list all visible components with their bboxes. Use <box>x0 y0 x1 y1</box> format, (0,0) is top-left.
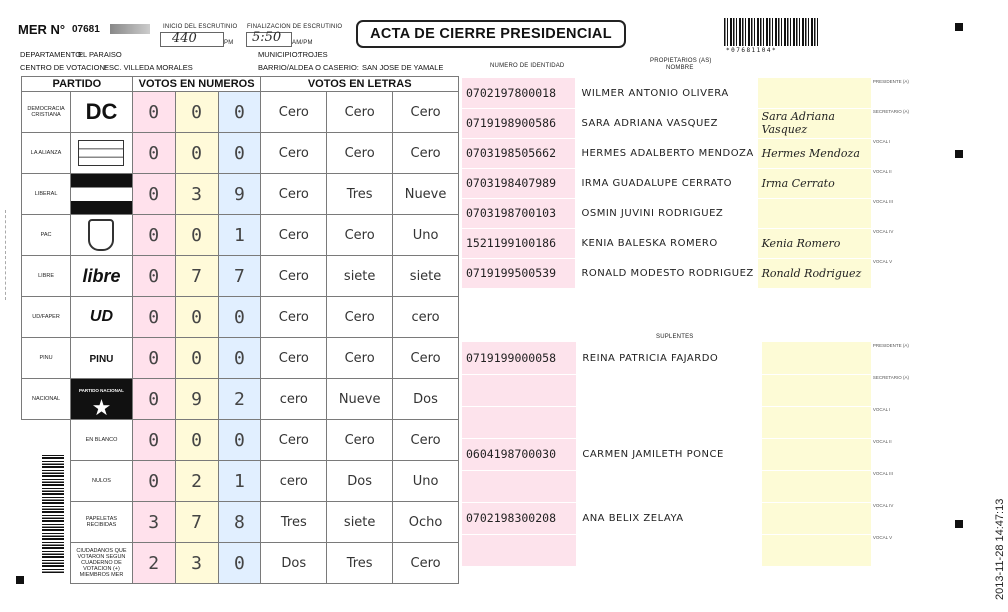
member-id: 0702197800018 <box>462 78 575 108</box>
side-print-note <box>5 210 14 300</box>
member-role: VOCAL I <box>872 407 891 412</box>
barcode-text: *07681104* <box>726 47 778 54</box>
vote-digit: 2 <box>218 379 261 420</box>
vote-word: Cero <box>393 338 459 379</box>
member-role: SECRETARIO (A) <box>872 109 909 114</box>
vote-digit: 0 <box>132 420 175 461</box>
vote-word: Tres <box>261 502 327 543</box>
member-id <box>462 374 576 406</box>
votes-grid <box>21 76 459 584</box>
timestamp: 2013-11-28 14:47:13 <box>994 498 1006 600</box>
fin-ampm: AM/PM <box>292 40 313 46</box>
vote-word: Uno <box>393 461 459 502</box>
party-row <box>22 215 459 256</box>
member-row <box>462 198 910 228</box>
municipio-value: TROJES <box>298 50 328 59</box>
member-role: PRESIDENTE (A) <box>872 343 909 348</box>
mer-label: MER N° <box>18 22 66 37</box>
party-logo <box>71 92 133 133</box>
vote-word: Ocho <box>393 502 459 543</box>
departamento-value: EL PARAISO <box>78 50 122 59</box>
vote-word: Cero <box>261 297 327 338</box>
member-row <box>462 406 910 438</box>
vote-digit: 0 <box>175 215 218 256</box>
member-row <box>462 502 910 534</box>
propietarios-header: PROPIETARIOS (AS) <box>650 58 712 64</box>
vote-word: Cero <box>327 215 393 256</box>
corner-mark <box>955 520 963 528</box>
suplentes-grid <box>462 342 910 567</box>
vote-digit: 1 <box>218 461 261 502</box>
vote-digit: 0 <box>218 338 261 379</box>
member-name <box>576 374 762 406</box>
member-row <box>462 138 910 168</box>
vote-word: Cero <box>261 133 327 174</box>
party-logo-text: PINU <box>89 354 114 365</box>
member-signature <box>762 374 871 406</box>
vote-word: Nueve <box>393 174 459 215</box>
member-signature: Kenia Romero <box>758 228 871 258</box>
vote-word: Cero <box>327 133 393 174</box>
party-name: DEMOCRACIA CRISTIANA <box>22 92 71 133</box>
summary-row <box>22 420 459 461</box>
sup-rows <box>462 342 910 566</box>
member-name: CARMEN JAMILETH PONCE <box>582 448 724 460</box>
member-signature: Hermes Mendoza <box>758 138 871 168</box>
summary-name: CIUDADANOS QUE VOTARON SEGUN CUADERNO DE VOTACION (+) MIEMBROS MER <box>71 543 133 584</box>
suplentes-header: SUPLENTES <box>656 334 694 340</box>
member-role: VOCAL III <box>872 471 893 476</box>
member-name: OSMIN JUVINI RODRIGUEZ <box>581 207 724 219</box>
vote-digit: 3 <box>132 502 175 543</box>
summary-name: NULOS <box>71 461 133 502</box>
vote-digit: 0 <box>132 215 175 256</box>
vote-word: Cero <box>393 543 459 584</box>
party-name: PAC <box>22 215 71 256</box>
identidad-header: NUMERO DE IDENTIDAD <box>490 63 565 69</box>
propietarios-grid <box>462 78 910 289</box>
member-id: 0604198700030 <box>462 438 576 470</box>
vote-word: Cero <box>261 338 327 379</box>
vote-digit: 0 <box>132 338 175 379</box>
vote-digit: 0 <box>175 133 218 174</box>
summary-row <box>22 461 459 502</box>
summary-name: EN BLANCO <box>71 420 133 461</box>
summary-spacer <box>22 420 71 461</box>
vote-word: Cero <box>393 92 459 133</box>
member-name: REINA PATRICIA FAJARDO <box>582 352 719 364</box>
summary-spacer <box>22 461 71 502</box>
member-signature <box>762 502 871 534</box>
party-name: UD/FAPER <box>22 297 71 338</box>
party-row <box>22 379 459 420</box>
votes-header-row <box>22 77 459 92</box>
member-signature <box>762 470 871 502</box>
member-role: VOCAL IV <box>872 229 894 234</box>
party-logo-text: libre <box>82 265 121 286</box>
vote-word: Cero <box>393 420 459 461</box>
corner-mark <box>955 150 963 158</box>
vote-digit: 2 <box>132 543 175 584</box>
votes-table <box>21 76 459 584</box>
suplentes-table <box>462 342 910 567</box>
fin-value: 5:50 <box>252 30 282 45</box>
party-logo <box>71 256 133 297</box>
member-row <box>462 168 910 198</box>
municipio-label: MUNICIPIO: <box>258 50 300 59</box>
party-name: PINU <box>22 338 71 379</box>
shield-icon <box>88 219 114 251</box>
member-signature: Irma Cerrato <box>758 168 871 198</box>
vote-word: Dos <box>393 379 459 420</box>
party-logo <box>71 215 133 256</box>
member-role: VOCAL II <box>872 439 892 444</box>
party-name: LIBRE <box>22 256 71 297</box>
party-logo-text: DC <box>85 99 118 124</box>
party-rows <box>22 92 459 420</box>
inicio-label: INICIO DEL ESCRUTINIO <box>163 24 238 30</box>
centro-value: ESC. VILLEDA MORALES <box>104 63 193 72</box>
vote-word: cero <box>261 461 327 502</box>
vote-word: Dos <box>261 543 327 584</box>
party-row <box>22 256 459 297</box>
member-name: ANA BELIX ZELAYA <box>582 512 684 524</box>
document-title: ACTA DE CIERRE PRESIDENCIAL <box>356 20 626 48</box>
cne-logo <box>110 24 150 34</box>
party-logo <box>71 174 133 215</box>
barrio-label: BARRIO/ALDEA O CASERIO: <box>258 63 359 72</box>
vote-digit: 0 <box>132 461 175 502</box>
member-role: VOCAL III <box>872 199 893 204</box>
summary-row <box>22 543 459 584</box>
member-role: VOCAL II <box>872 169 892 174</box>
member-name: SARA ADRIANA VASQUEZ <box>581 117 718 129</box>
member-row <box>462 228 910 258</box>
vote-word: siete <box>327 256 393 297</box>
member-role: VOCAL I <box>872 139 891 144</box>
vote-digit: 7 <box>175 256 218 297</box>
vote-digit: 3 <box>175 543 218 584</box>
party-row <box>22 174 459 215</box>
vote-digit: 0 <box>132 174 175 215</box>
vote-word: Cero <box>261 215 327 256</box>
party-logo <box>71 379 133 420</box>
vote-digit: 0 <box>132 133 175 174</box>
member-id: 0703198505662 <box>462 138 575 168</box>
vote-word: Cero <box>393 133 459 174</box>
vote-word: cero <box>261 379 327 420</box>
member-id: 0719198900586 <box>462 108 575 138</box>
member-signature <box>762 406 871 438</box>
summary-name: PAPELETAS RECIBIDAS <box>71 502 133 543</box>
nombre-header: NOMBRE <box>666 65 694 71</box>
member-name: HERMES ADALBERTO MENDOZA <box>581 147 754 159</box>
member-row <box>462 258 910 288</box>
member-name <box>576 534 762 566</box>
vote-digit: 0 <box>218 297 261 338</box>
member-row <box>462 534 910 566</box>
member-role: SECRETARIO (A) <box>872 375 909 380</box>
member-id: 0702198300208 <box>462 502 576 534</box>
vote-digit: 0 <box>132 92 175 133</box>
vote-digit: 0 <box>175 420 218 461</box>
member-id <box>462 406 576 438</box>
inicio-value: 440 <box>172 31 197 46</box>
party-logo <box>71 297 133 338</box>
vote-word: Cero <box>327 297 393 338</box>
vote-word: Dos <box>327 461 393 502</box>
vote-digit: 0 <box>132 379 175 420</box>
flag-icon <box>78 140 124 166</box>
member-name <box>576 470 762 502</box>
vote-digit: 9 <box>218 174 261 215</box>
vote-word: siete <box>393 256 459 297</box>
vote-word: Cero <box>261 174 327 215</box>
prop-rows <box>462 78 910 288</box>
party-name: LA ALIANZA <box>22 133 71 174</box>
member-signature <box>762 438 871 470</box>
member-row <box>462 470 910 502</box>
member-id: 0719199500539 <box>462 258 575 288</box>
fin-label: FINALIZACION DE ESCRUTINIO <box>247 24 343 30</box>
vote-digit: 0 <box>218 133 261 174</box>
vote-word: Cero <box>261 92 327 133</box>
member-name: KENIA BALESKA ROMERO <box>581 237 718 249</box>
vote-word: Uno <box>393 215 459 256</box>
member-signature <box>758 78 871 108</box>
barcode-top <box>724 18 820 46</box>
member-name <box>576 406 762 438</box>
vote-digit: 3 <box>175 174 218 215</box>
vote-word: Nueve <box>327 379 393 420</box>
star-icon: ★ <box>91 395 112 420</box>
member-signature <box>762 534 871 566</box>
summary-spacer <box>22 502 71 543</box>
member-row <box>462 374 910 406</box>
party-name: LIBERAL <box>22 174 71 215</box>
propietarios-table <box>462 78 910 289</box>
summary-row <box>22 502 459 543</box>
member-signature: Sara Adriana Vasquez <box>758 108 871 138</box>
departamento-label: DEPARTAMENTO: <box>20 50 84 59</box>
vote-digit: 1 <box>218 215 261 256</box>
member-id: 0719199000058 <box>462 342 576 374</box>
member-signature <box>758 198 871 228</box>
member-row <box>462 342 910 374</box>
member-role: VOCAL IV <box>872 503 894 508</box>
member-signature: Ronald Rodriguez <box>758 258 871 288</box>
vote-word: Cero <box>327 338 393 379</box>
vote-digit: 0 <box>218 543 261 584</box>
vote-digit: 0 <box>218 420 261 461</box>
vote-word: Cero <box>261 420 327 461</box>
member-id <box>462 534 576 566</box>
party-logo <box>71 338 133 379</box>
vote-digit: 0 <box>175 338 218 379</box>
vote-digit: 2 <box>175 461 218 502</box>
vote-digit: 0 <box>175 92 218 133</box>
member-role: VOCAL V <box>872 259 893 264</box>
summary-spacer <box>22 543 71 584</box>
member-row <box>462 108 910 138</box>
vote-word: Cero <box>327 92 393 133</box>
member-role: VOCAL V <box>872 535 893 540</box>
barrio-value: SAN JOSE DE YAMALE <box>362 63 444 72</box>
member-id: 1521199100186 <box>462 228 575 258</box>
party-row <box>22 92 459 133</box>
member-signature <box>762 342 871 374</box>
member-row <box>462 438 910 470</box>
centro-label: CENTRO DE VOTACION: <box>20 63 107 72</box>
party-logo <box>71 133 133 174</box>
vote-digit: 0 <box>132 297 175 338</box>
letras-header: VOTOS EN LETRAS <box>261 77 459 92</box>
member-role: PRESIDENTE (A) <box>872 79 909 84</box>
vote-word: Cero <box>327 420 393 461</box>
member-name: RONALD MODESTO RODRIGUEZ <box>581 267 754 279</box>
member-name: WILMER ANTONIO OLIVERA <box>581 87 729 99</box>
party-row <box>22 338 459 379</box>
member-row <box>462 78 910 108</box>
vote-digit: 0 <box>132 256 175 297</box>
member-name: IRMA GUADALUPE CERRATO <box>581 177 733 189</box>
vote-digit: 0 <box>175 297 218 338</box>
party-logo-text: UD <box>89 308 114 325</box>
vote-word: cero <box>393 297 459 338</box>
member-id <box>462 470 576 502</box>
vote-word: Cero <box>261 256 327 297</box>
numeros-header: VOTOS EN NUMEROS <box>132 77 261 92</box>
inicio-pm: PM <box>224 40 234 46</box>
vote-digit: 8 <box>218 502 261 543</box>
vote-digit: 0 <box>218 92 261 133</box>
vote-word: Tres <box>327 174 393 215</box>
vote-digit: 9 <box>175 379 218 420</box>
partido-header: PARTIDO <box>22 77 133 92</box>
corner-mark <box>955 23 963 31</box>
summary-rows <box>22 420 459 584</box>
vote-word: siete <box>327 502 393 543</box>
mer-number: 07681 <box>72 24 100 35</box>
member-id: 0703198407989 <box>462 168 575 198</box>
vote-word: Tres <box>327 543 393 584</box>
party-logo-text: PARTIDO NACIONAL <box>79 388 124 393</box>
member-id: 0703198700103 <box>462 198 575 228</box>
vote-digit: 7 <box>175 502 218 543</box>
party-name: NACIONAL <box>22 379 71 420</box>
vote-digit: 7 <box>218 256 261 297</box>
party-row <box>22 133 459 174</box>
party-row <box>22 297 459 338</box>
